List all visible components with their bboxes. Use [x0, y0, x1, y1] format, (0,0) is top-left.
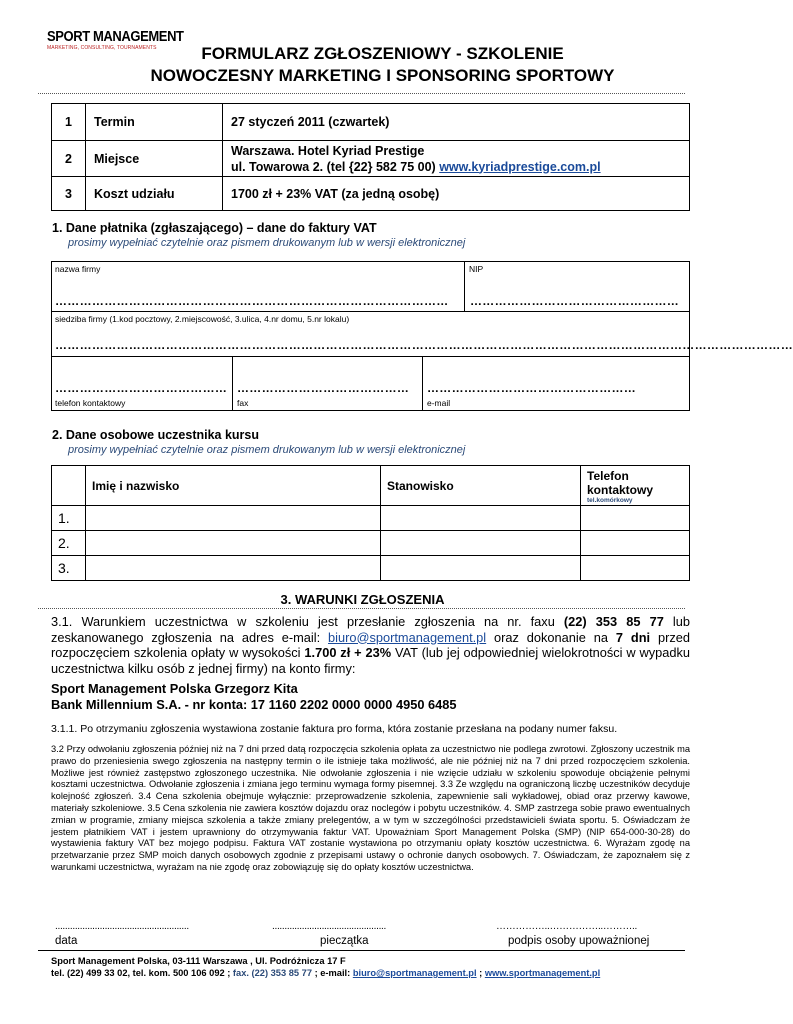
participant-name-cell[interactable] — [86, 556, 381, 581]
nip-cell[interactable] — [465, 262, 689, 312]
venue-line2 — [231, 159, 681, 175]
email-label: e-mail — [427, 398, 451, 408]
section3-heading: 3. WARUNKI ZGŁOSZENIA — [280, 592, 445, 607]
participant-name-cell[interactable] — [86, 531, 381, 556]
participant-phone-cell[interactable] — [581, 556, 690, 581]
company-name-label: nazwa firmy — [55, 264, 101, 274]
footer-www-link[interactable]: www.sportmanagement.pl — [484, 968, 601, 978]
info-value: 27 styczeń 2011 (czwartek) — [223, 104, 690, 141]
fax-cell[interactable] — [233, 357, 423, 410]
participant-phone-cell[interactable] — [581, 531, 690, 556]
venue-link[interactable]: www.kyriadprestige.com.pl — [439, 159, 601, 174]
footer-separator: ; — [476, 968, 485, 978]
phone-header-line1: Telefon — [587, 468, 629, 483]
phone-header-line2: kontaktowy — [587, 482, 654, 497]
nip-label: NIP — [469, 264, 484, 274]
info-label: Termin — [86, 104, 223, 141]
page-title-line1: FORMULARZ ZGŁOSZENIOWY - SZKOLENIE — [201, 44, 564, 63]
participants-header-name: Imię i nazwisko — [86, 466, 381, 506]
logo-name: SPORT MANAGEMENT — [47, 27, 184, 45]
phone-field[interactable]: …………………………………… — [55, 381, 228, 395]
address-label: siedziba firmy (1.kod pocztowy, 2.miejscowość, 3.ulica, 4.nr domu, 5.nr lokalu) — [55, 314, 350, 324]
signature-dots[interactable]: ……………..……………..……….. — [496, 921, 637, 932]
stamp-label: pieczątka — [320, 935, 369, 947]
footer-tel: tel. (22) 499 33 02, tel. kom. 500 106 092 ; — [51, 968, 233, 978]
info-table — [51, 103, 690, 211]
conditions-paragraph-32: 3.2 Przy odwołaniu zgłoszenia później niż na 7 dni przed datą rozpoczęcia szkolenia opłata za uczestnictwo nie podlega zwrotowi. Zgłoszony uczestnik ma prawo do przeniesienia swego zgłoszenia na następny termin o ile istnieje taka możliwość, ale nie później niż na 7 dni przed rozpoczęciem szkolenia. Możliwe jest również zastępstwo zgłoszonego uczestnika. Nie odwołanie zgłoszenia i nie wzięcie udziału w szkoleniu spowoduje obciążenie pełnymi kosztami uczestnictwa. Odwołanie zgłoszenia i zmiana jego terminu wymaga formy pisemnej. 3.3 Ze względu na ograniczoną liczbę uczestników decyduje kolejność zgłoszeń. 3.4 Cena szkolenia obejmuje wyłącznie: przeprowadzenie szkolenia, zapewnienie sali wykładowej, obiad oraz przerwy kawowe, materiały szkoleniowe. 3.5 Cena szkolenia nie zawiera kosztów dojazdu oraz noclegów i pobytu uczestników. 4. SMP zastrzega sobie prawo ewentualnych zmian w programie, zmiany miejsca szkolenia a także zmiany prelegentów, a w tym w szczególności przedstawicieli świata sportu. 5. Oświadczam że jestem płatnikiem VAT i jestem uprawniony do otrzymywania faktur VAT. Upoważniam Sport Management Polska (SMP) (NIP 654-000-30-28) do wystawienia faktury VAT bez mojego podpisu. Faktura VAT zostanie wystawiona po otrzymaniu opłaty kosztów uczestnictwa. 6. Wyrażam zgodę na przetwarzanie przez SMP moich danych osobowych zgodnie z przepisami ustawy o ochronie danych osobowych. 7. Oświadczam, że zapoznałem się z warunkami uczestnictwa, wyrażam na nie zgodę oraz zobowiązuję się do opłaty kosztów uczestnictwa. — [51, 744, 690, 872]
logo-tagline: MARKETING, CONSULTING, TOURNAMENTS — [47, 45, 157, 51]
table-row — [52, 506, 690, 531]
fax-field[interactable]: …………………………………… — [237, 381, 410, 395]
footer-divider — [38, 950, 685, 951]
row-index: 3. — [52, 556, 86, 581]
info-row — [52, 104, 690, 141]
participant-name-cell[interactable] — [86, 506, 381, 531]
stamp-dots[interactable]: .............................................. — [272, 921, 387, 932]
venue-line1: Warszawa. Hotel Kyriad Prestige — [231, 143, 425, 158]
p1-text-c: oraz dokonanie na — [486, 629, 616, 645]
participant-phone-cell[interactable] — [581, 506, 690, 531]
footer-contact — [51, 967, 600, 979]
participants-header-index — [52, 466, 86, 506]
participants-header-phone — [581, 466, 690, 506]
section2-heading: 2. Dane osobowe uczestnika kursu — [52, 428, 260, 442]
section1-subheading: prosimy wypełniać czytelnie oraz pismem drukowanym lub w wersji elektronicznej — [68, 237, 466, 249]
date-dots[interactable]: ...................................................... — [55, 921, 189, 932]
participants-table — [51, 465, 690, 581]
info-label: Miejsce — [86, 141, 223, 177]
phone-cell[interactable] — [52, 357, 233, 410]
info-num: 3 — [52, 177, 86, 211]
info-label: Koszt udziału — [86, 177, 223, 211]
row-index: 1. — [52, 506, 86, 531]
company-name-field[interactable]: …………………………………………………………………………………… — [55, 294, 449, 308]
p1-text-d: przed rozpoczęciem szkolenia opłaty w wysokości — [51, 629, 690, 660]
company-name-cell[interactable] — [52, 262, 465, 312]
participant-position-cell[interactable] — [381, 556, 581, 581]
header-divider — [38, 93, 685, 94]
section3-divider — [38, 608, 685, 609]
row-index: 2. — [52, 531, 86, 556]
footer-address: Sport Management Polska, 03-111 Warszawa , Ul. Podróżnicza 17 F — [51, 956, 346, 966]
page-title-line2: NOWOCZESNY MARKETING I SPONSORING SPORTOWY — [150, 66, 615, 85]
table-row — [52, 556, 690, 581]
info-row — [52, 141, 690, 177]
info-row — [52, 177, 690, 211]
footer — [51, 955, 600, 979]
signature-label: podpis osoby upoważnionej — [508, 935, 650, 947]
p1-text-b: lub zeskanowanego zgłoszenia na adres e-mail: — [51, 614, 690, 645]
section1-heading: 1. Dane płatnika (zgłaszającego) – dane do faktury VAT — [52, 221, 377, 235]
footer-fax: fax. (22) 353 85 77 — [232, 968, 312, 978]
phone-label: telefon kontaktowy — [55, 398, 126, 408]
p1-days: 7 dni — [615, 629, 651, 645]
section2-subheading: prosimy wypełniać czytelnie oraz pismem drukowanym lub w wersji elektronicznej — [68, 444, 466, 456]
footer-email-label: ; e-mail: — [312, 968, 353, 978]
bank-details — [51, 681, 456, 713]
payer-form — [51, 261, 793, 411]
date-label: data — [55, 935, 78, 947]
email-field[interactable]: …………………………………………… — [427, 381, 637, 395]
fax-label: fax — [237, 398, 249, 408]
table-row — [52, 531, 690, 556]
bank-account: Bank Millennium S.A. - nr konta: 17 1160 2202 0000 0000 4950 6485 — [51, 697, 457, 712]
address-cell[interactable] — [52, 312, 793, 357]
nip-field[interactable]: …………………………………………… — [470, 294, 680, 308]
venue-address: ul. Towarowa 2. (tel {22} 582 75 00) — [231, 159, 436, 174]
participant-position-cell[interactable] — [381, 531, 581, 556]
company-name: Sport Management Polska Grzegorz Kita — [51, 681, 298, 696]
conditions-paragraph-1 — [51, 614, 690, 676]
footer-email-link[interactable]: biuro@sportmanagement.pl — [352, 968, 477, 978]
p1-email-link[interactable]: biuro@sportmanagement.pl — [328, 629, 487, 645]
participants-header — [52, 466, 690, 506]
info-num: 1 — [52, 104, 86, 141]
info-value — [223, 141, 690, 177]
email-cell[interactable] — [423, 357, 689, 410]
p1-amount: 1.700 zł + 23% — [304, 645, 392, 660]
p1-text-e: VAT (lub jej odpowiedniej wielokrotności w wypadku uczestnictwa kilku osób z jednej firmy) na konto firmy: — [51, 645, 691, 676]
info-num: 2 — [52, 141, 86, 177]
p1-fax: (22) 353 85 77 — [563, 614, 664, 629]
p1-text-a: 3.1. Warunkiem uczestnictwa w szkoleniu jest przesłanie zgłoszenia na nr. faxu — [51, 614, 564, 629]
info-value: 1700 zł + 23% VAT (za jedną osobę) — [223, 177, 690, 211]
participants-header-position: Stanowisko — [381, 466, 581, 506]
participant-position-cell[interactable] — [381, 506, 581, 531]
address-field[interactable]: ……………………………………………………………………………………………………………………………………………………………… — [55, 338, 793, 352]
conditions-paragraph-311: 3.1.1. Po otrzymaniu zgłoszenia wystawiona zostanie faktura pro forma, która zostanie przesłana na podany numer faksu. — [51, 723, 618, 735]
phone-header-note: tel.komórkowy — [587, 496, 633, 504]
